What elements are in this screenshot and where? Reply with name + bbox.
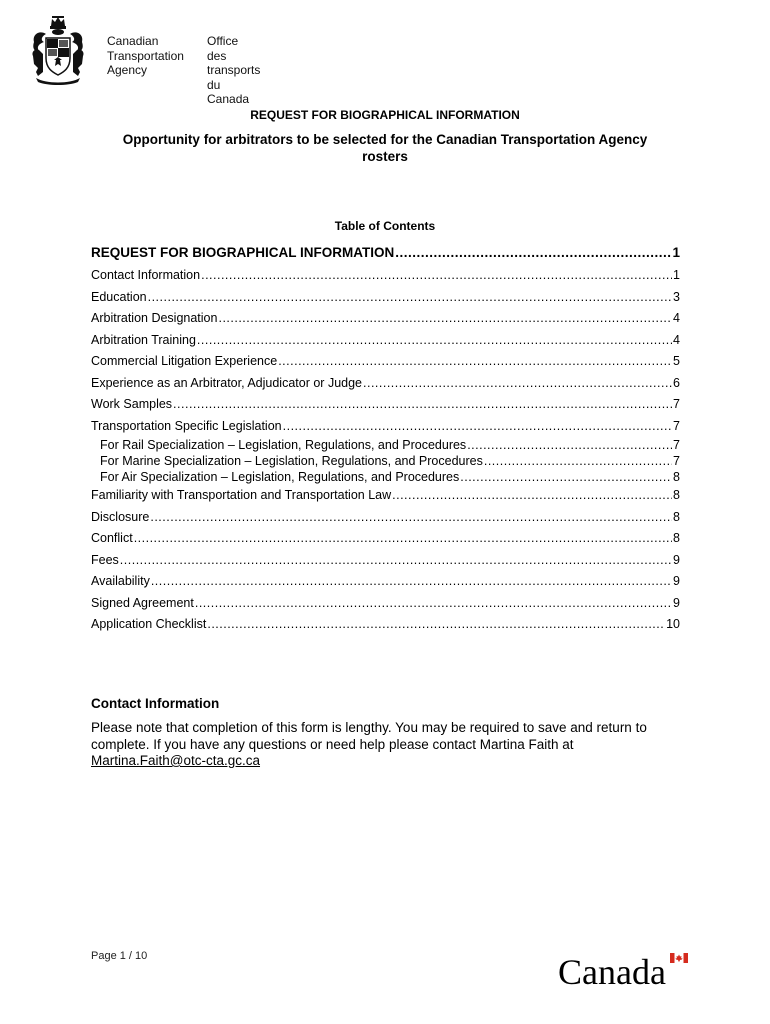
toc-leader-dots xyxy=(283,416,672,438)
toc-title: Table of Contents xyxy=(334,219,436,233)
toc-leader-dots xyxy=(363,373,672,395)
toc-leader-dots xyxy=(278,351,672,373)
toc-entry-page: 10 xyxy=(666,617,680,631)
toc-entry-page: 8 xyxy=(673,531,680,545)
contact-information-heading: Contact Information xyxy=(91,696,220,711)
toc-entry[interactable] xyxy=(91,265,680,287)
toc-entry-label: Commercial Litigation Experience xyxy=(91,354,278,368)
toc-entry-page: 7 xyxy=(673,418,680,433)
page-number: Page 1 / 10 xyxy=(91,950,148,962)
toc-entry[interactable] xyxy=(91,528,680,550)
toc-entry-label: For Marine Specialization – Legislation, Regulations, and Procedures xyxy=(100,454,483,468)
toc-entry[interactable] xyxy=(91,485,680,507)
table-of-contents xyxy=(91,240,680,636)
toc-leader-dots xyxy=(392,485,672,507)
toc-entry-page: 4 xyxy=(673,332,680,347)
toc-entry-label: Application Checklist xyxy=(91,617,207,631)
toc-entry[interactable] xyxy=(91,507,680,529)
contact-information-body: Please note that completion of this form is lengthy. You may be required to save and return to complete. If you have any questions or need help please contact Martina Faith at Martina.Faith@otc-cta.gc.ca xyxy=(91,720,647,768)
toc-leader-dots xyxy=(151,571,672,593)
toc-entry[interactable] xyxy=(91,240,680,265)
toc-entry-label: Arbitration Training xyxy=(91,332,196,347)
coat-of-arms-icon xyxy=(30,14,86,86)
toc-entry-page: 4 xyxy=(673,311,680,325)
toc-entry[interactable] xyxy=(91,308,680,330)
toc-leader-dots xyxy=(148,287,672,309)
toc-entry-page: 9 xyxy=(673,595,680,610)
toc-entry-page: 1 xyxy=(672,245,680,260)
toc-leader-dots xyxy=(120,550,672,572)
toc-entry[interactable] xyxy=(91,593,680,615)
toc-entry-page: 7 xyxy=(673,397,680,411)
toc-leader-dots xyxy=(134,528,672,550)
toc-entry-label: Conflict xyxy=(91,531,133,545)
toc-entry-page: 9 xyxy=(673,574,680,588)
toc-leader-dots xyxy=(484,453,672,469)
toc-entry-page: 7 xyxy=(673,438,680,452)
toc-entry[interactable] xyxy=(91,330,680,352)
toc-entry-label: Availability xyxy=(91,574,150,588)
toc-entry-label: Education xyxy=(91,289,147,304)
toc-entry[interactable] xyxy=(91,571,680,593)
toc-entry-label: Familiarity with Transportation and Transportation Law xyxy=(91,488,392,502)
toc-entry[interactable] xyxy=(91,614,680,636)
toc-entry[interactable] xyxy=(91,351,680,373)
toc-entry[interactable] xyxy=(91,287,680,309)
toc-entry-page: 3 xyxy=(673,289,680,304)
toc-entry[interactable] xyxy=(91,373,680,395)
toc-entry-page: 7 xyxy=(673,454,680,468)
toc-entry-page: 9 xyxy=(673,552,680,567)
toc-entry-label: Transportation Specific Legislation xyxy=(91,418,282,433)
canada-wordmark xyxy=(558,950,692,990)
toc-leader-dots xyxy=(197,330,672,352)
toc-leader-dots xyxy=(173,394,672,416)
toc-leader-dots xyxy=(460,469,672,485)
toc-entry[interactable] xyxy=(91,550,680,572)
agency-name-english: Canadian Transportation Agency xyxy=(107,34,184,77)
toc-leader-dots xyxy=(218,308,672,330)
toc-entry[interactable] xyxy=(91,453,680,469)
toc-entry-label: Signed Agreement xyxy=(91,595,194,610)
toc-entry-label: For Rail Specialization – Legislation, Regulations, and Procedures xyxy=(100,438,467,452)
toc-entry-label: Disclosure xyxy=(91,509,150,524)
canada-wordmark-text: Canada xyxy=(558,952,666,990)
toc-entry[interactable] xyxy=(91,416,680,438)
toc-leader-dots xyxy=(467,437,672,453)
toc-entry-page: 6 xyxy=(673,375,680,390)
toc-entry-page: 8 xyxy=(673,488,680,502)
toc-leader-dots xyxy=(201,265,672,287)
toc-entry-page: 5 xyxy=(673,354,680,368)
toc-leader-dots xyxy=(395,240,671,265)
agency-name-french: Office des transports du Canada xyxy=(207,34,261,106)
toc-entry-label: For Air Specialization – Legislation, Regulations, and Procedures xyxy=(100,470,460,484)
toc-entry-label: Experience as an Arbitrator, Adjudicator or Judge xyxy=(91,375,362,390)
toc-entry-page: 8 xyxy=(673,470,680,484)
toc-entry-page: 1 xyxy=(673,268,680,282)
document-subtitle: Opportunity for arbitrators to be selected for the Canadian Transportation Agency rosters xyxy=(122,132,648,164)
toc-entry[interactable] xyxy=(91,469,680,485)
toc-entry-label: Fees xyxy=(91,552,119,567)
maple-leaf-flag-icon xyxy=(670,953,688,963)
toc-leader-dots xyxy=(150,507,672,529)
toc-leader-dots xyxy=(207,614,665,636)
toc-entry-label: Work Samples xyxy=(91,397,173,411)
toc-entry-page: 8 xyxy=(673,509,680,524)
toc-entry[interactable] xyxy=(91,437,680,453)
toc-entry-label: Arbitration Designation xyxy=(91,311,218,325)
toc-entry-label: Contact Information xyxy=(91,268,201,282)
toc-leader-dots xyxy=(195,593,672,615)
toc-entry-label: REQUEST FOR BIOGRAPHICAL INFORMATION xyxy=(91,245,395,260)
document-title: REQUEST FOR BIOGRAPHICAL INFORMATION xyxy=(250,108,520,122)
contact-email-link[interactable]: Martina.Faith@otc-cta.gc.ca xyxy=(91,753,261,768)
toc-entry[interactable] xyxy=(91,394,680,416)
